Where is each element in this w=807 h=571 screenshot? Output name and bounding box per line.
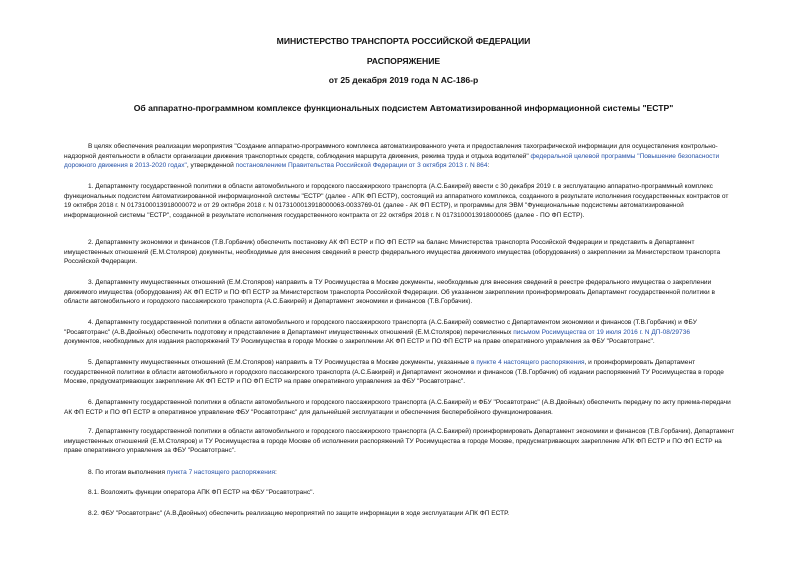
clause-4-link[interactable]: в пункте 4 настоящего распоряжения <box>471 359 585 366</box>
item-5 <box>64 358 773 387</box>
item-7-line: праве оперативного управления за ФБУ "Росавтотранс". <box>64 447 236 455</box>
intro-line-2 <box>64 152 773 162</box>
government-decree-link[interactable]: постановлением Правительства Российской Федерации от 3 октября 2013 г. N 864 <box>235 162 488 170</box>
item-5-text: 5. Департаменту имущественных отношений (Е.М.Столяров) направить в ТУ Росимущества в Москве документы, указанные <box>88 359 470 366</box>
item-2 <box>64 238 773 267</box>
item-6-line: 6. Департаменту государственной политики в области автомобильного и городского пассажирского транспорта (А.С.Бакирей) и ФБУ "Росавтотранс" (А.В.Двойных) обеспечить передачу по акту приема-передачи <box>88 399 731 406</box>
item-3-line: области автомобильного и городского пассажирского транспорта (А.С.Бакирей) и Департамент экономики и финансов (Т.В.Горбачик). <box>64 298 473 306</box>
item-8-line <box>64 468 773 478</box>
item-4-line-1: 4. Департаменту государственной политики в области автомобильного и городского пассажирского транспорта (А.С.Бакирей) совместно с Департаментом экономики и финансов (Т.В.Горбачик) и ФБУ <box>88 319 697 326</box>
item-2-line: 2. Департаменту экономики и финансов (Т.В.Горбачик) обеспечить постановку АК ФП ЕСТР и ПО ФП ЕСТР на баланс Министерства транспорта Российской Федерации и представить в Департамент <box>88 239 695 246</box>
item-4-text: "Росавтотранс" (А.В.Двойных) обеспечить подготовку и представление в Департамент имущественных отношений (Е.М.Столяров) перечисленных <box>64 328 512 336</box>
item-6-line: АК ФП ЕСТР и ПО ФП ЕСТР в оперативное управление ФБУ "Росавтотранс" для дальнейшей эксплуатации и обеспечения бесперебойного функционирования. <box>64 408 553 416</box>
item-6 <box>64 398 773 417</box>
item-5-text-2: , и проинформировать Департамент <box>584 359 696 366</box>
item-1-line: 1. Департаменту государственной политики в области автомобильного и городского пассажирского транспорта (А.С.Бакирей) ввести с 30 декабря 2019 г. в эксплуатацию аппаратно-программный комплекс <box>88 183 713 190</box>
item-8 <box>64 468 773 478</box>
document-type: РАСПОРЯЖЕНИЕ <box>366 56 441 66</box>
intro-text-2: , утвержденной <box>186 162 234 170</box>
item-1-line: информационной системы "ЕСТР", созданной в результате исполнения государственного контракта от 22 октября 2018 г. N 0173100013918000065 (далее - ПО ФП ЕСТР). <box>64 211 585 219</box>
intro-colon: : <box>487 162 490 170</box>
item-8-1 <box>64 488 773 498</box>
item-7-line: имущественных отношений (Е.М.Столяров) и ТУ Росимущества в городе Москве об исполнении распоряжений ТУ Росимущества в городе Москве, предусматривающих закрепление АПК ФП ЕСТР и ПО ФП ЕСТР на <box>64 437 722 445</box>
document-date-number: от 25 декабря 2019 года N АС-186-р <box>328 75 479 85</box>
intro-paragraph <box>64 142 773 171</box>
item-1 <box>64 182 773 220</box>
item-4 <box>64 318 773 347</box>
document-title: Об аппаратно-программном комплексе функциональных подсистем Автоматизированной информационной системы "ЕСТР" <box>133 103 674 113</box>
item-1-line: функциональных подсистем Автоматизированной информационной системы "ЕСТР" (далее - АПК ФП ЕСТР), состоящий из аппаратного комплекса, созданного в результате исполнения государственных контрактов от <box>64 192 729 200</box>
item-7 <box>64 427 773 456</box>
rosimushchestvo-letter-link[interactable]: письмом Росимущества от 19 июля 2016 г. N ДП-08/29736 <box>513 328 690 336</box>
intro-line-1: В целях обеспечения реализации мероприятия "Создание аппаратно-программного комплекса автоматизированного учета и предоставления тахографической информации для осуществления контрольно- <box>88 143 718 150</box>
item-2-line: имущественных отношений (Е.М.Столяров) документы, необходимые для внесения сведений в реестр федерального имущества движимого имущества (оборудования) о закреплении за Министерством транспорта <box>64 248 721 256</box>
item-5-line-3: Москве, предусматривающих закрепление АК ФП ЕСТР и ПО ФП ЕСТР на праве оперативного управления за ФБУ "Росавтотранс". <box>64 378 466 386</box>
program-link-cont[interactable]: дорожного движения в 2013-2020 годах" <box>64 162 187 170</box>
item-8-1-line: 8.1. Возложить функции оператора АПК ФП ЕСТР на ФБУ "Росавтотранс". <box>88 489 315 496</box>
item-5-line-2: государственной политики в области автомобильного и городского пассажирского транспорта (А.С.Бакирей) и Департамент экономики и финансов (Т.В.Горбачик) об издании распоряжений ТУ Росимущества в городе <box>64 368 724 376</box>
item-3-line: 3. Департаменту имущественных отношений (Е.М.Столяров) направить в ТУ Росимущества в Москве документы, необходимые для внесения сведений в реестре федерального имущества о закреплении <box>88 279 712 286</box>
ministry-heading: МИНИСТЕРСТВО ТРАНСПОРТА РОССИЙСКОЙ ФЕДЕРАЦИИ <box>276 36 531 46</box>
item-8-colon: : <box>275 469 277 476</box>
item-3-line: движимого имущества (оборудования) АК ФП ЕСТР и ПО ФП ЕСТР за Министерством транспорта Российской Федерации. Об указанном закреплении проинформировать Департамент государственной политики в <box>64 288 715 296</box>
intro-text: надзорной деятельности в области организации движения транспортных средств, соблюдения маршрута движения, режима труда и отдыха водителей" <box>64 152 529 160</box>
clause-7-link[interactable]: пункта 7 настоящего распоряжения <box>166 469 276 476</box>
item-1-line: 19 октября 2018 г. N 0173100013918000072 и от 29 октября 2018 г. N 0173100013918000063-0033769-01 (далее - АК ФП ЕСТР), и программы для ЭВМ "Функциональные подсистемы автоматизированной <box>64 202 684 210</box>
item-5-line-1 <box>64 358 773 368</box>
intro-line-3 <box>64 161 773 171</box>
item-4-line-2 <box>64 328 773 338</box>
item-8-2 <box>64 509 773 519</box>
item-7-line: 7. Департаменту государственной политики в области автомобильного и городского пассажирского транспорта (А.С.Бакирей) проинформировать Департамент экономики и финансов (Т.В.Горбачик), Департамент <box>88 428 735 435</box>
item-4-line-3: документов, необходимых для издания распоряжений ТУ Росимущества в городе Москве о закреплении АК ФП ЕСТР и ПО ФП ЕСТР на праве оперативного управления за ФБУ "Росавтотранс". <box>64 338 655 346</box>
item-2-line: Российской Федерации. <box>64 258 138 266</box>
program-link[interactable]: федеральной целевой программы "Повышение безопасности <box>530 152 720 160</box>
item-8-2-line: 8.2. ФБУ "Росавтотранс" (А.В.Двойных) обеспечить реализацию мероприятий по защите информации в ходе эксплуатации АПК ФП ЕСТР. <box>88 510 510 517</box>
item-3 <box>64 278 773 307</box>
item-8-text: 8. По итогам выполнения <box>88 469 165 476</box>
